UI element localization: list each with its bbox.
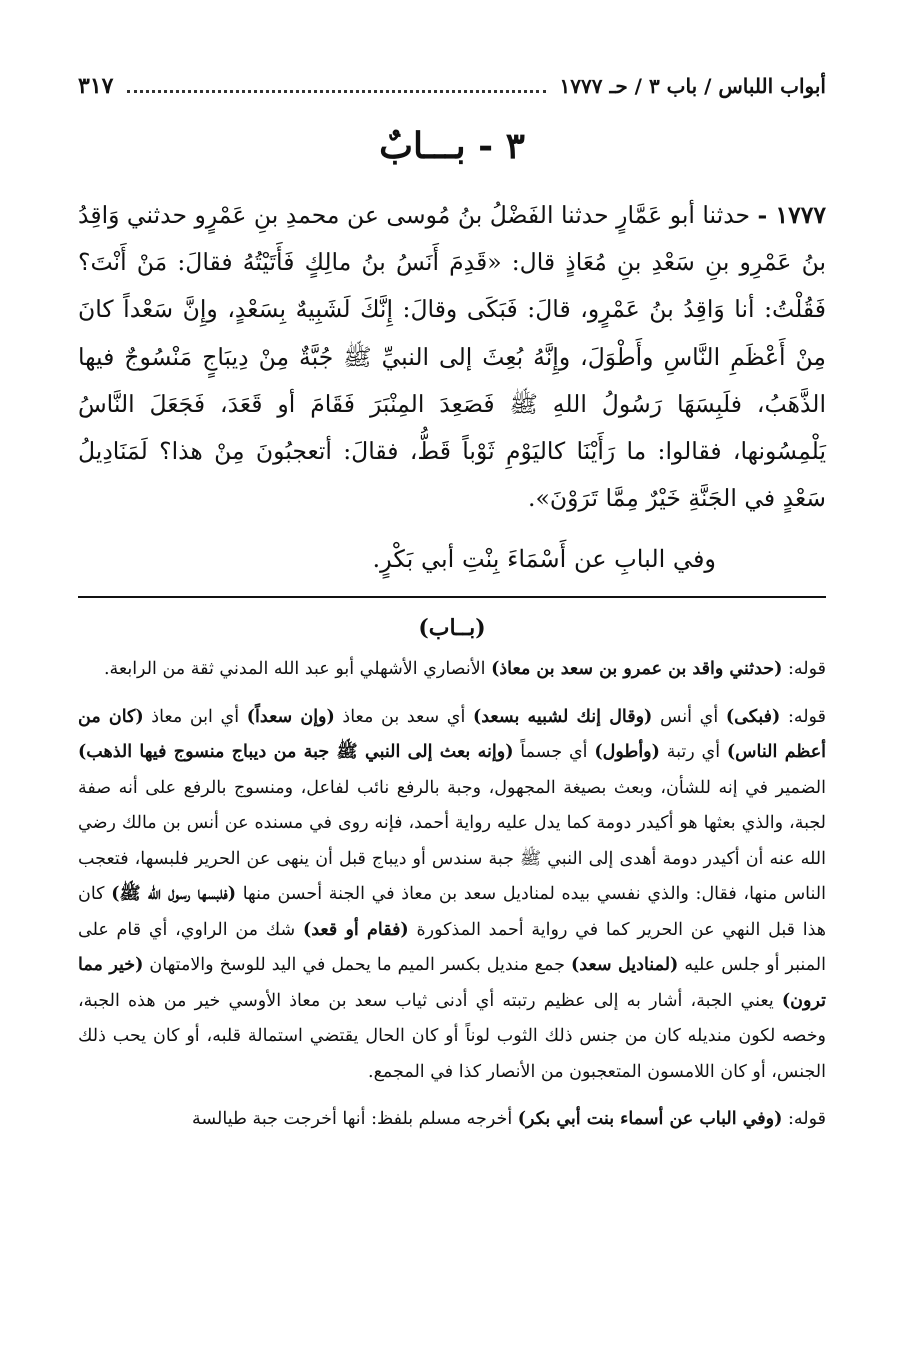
commentary-lead: قوله: (782, 659, 826, 679)
commentary-text: جمع منديل بكسر الميم ما يحمل في اليد للوسخ والامتهان (143, 955, 571, 975)
commentary-text: يعني الجبة، أشار به إلى عظيم رتبته أي أدنى ثياب سعد بن معاذ الأوسي خير من هذه الجبة، وخصه لكون منديله كان من جنس ذلك الثوب لوناً أو كان الحال يقتضي استمالة قلبه، أو كان يحب ذلك الجنس، أو كان اللامسون المتعجبون من الأنصار كذا في المجمع. (78, 990, 826, 1082)
hadith-text: حدثنا أبو عَمَّارٍ حدثنا الفَضْلُ بنُ مُوسى عن محمدِ بنِ عَمْرٍو حدثني وَاقِدُ بنُ عَمْرِو بنِ سَعْدِ بنِ مُعَاذٍ قال: «قَدِمَ أَنَسُ بنُ مالِكٍ فَأَتَيْتُهُ فقالَ: مَنْ أَنْتَ؟ فَقُلْتُ: أنا وَاقِدُ بنُ عَمْرٍو، قالَ: فَبَكَى وقالَ: إِنَّكَ لَشَبِيهٌ بِسَعْدٍ، وإِنَّ سَعْداً كانَ مِنْ أَعْظَمِ النَّاسِ وأَطْوَلَ، وإِنَّهُ بُعِثَ إلى النبيِّ ﷺ جُبَّةٌ مِنْ دِيبَاجٍ مَنْسُوجٌ فيها الذَّهَبُ، فلَبِسَهَا رَسُولُ اللهِ ﷺ فَصَعِدَ المِنْبَرَ فَقَامَ أو قَعَدَ، فَجَعَلَ النَّاسُ يَلْمِسُونها، فقالوا: ما رَأَيْنَا كاليَوْمِ ثَوْباً قَطُّ، فقالَ: أتعجبُونَ مِنْ هذا؟ لَمَنَادِيلُ سَعْدٍ في الجَنَّةِ خَيْرٌ مِمَّا تَرَوْنَ». (78, 201, 826, 513)
footnote-separator (78, 596, 826, 598)
running-title: أبواب اللباس / باب ٣ / حـ ١٧٧٧ (559, 74, 826, 98)
quoted-phrase: (وإن سعداً) (246, 706, 335, 727)
quoted-phrase: (وأطول) (594, 742, 660, 762)
commentary-block (78, 652, 826, 1150)
commentary-text: الضمير في إنه للشأن، وبعث بصيغة المجهول، وجبة بالرفع نائب لفاعل، ومنسوج بالرفع على أنه صفة لجبة، والذي بعثها هو أكيدر دومة كما يدل عليه رواية أحمد، فإنه روى في مسنده عن أنس بن مالك رضي الله عنه أن أكيدر دومة أهدى إلى النبي ﷺ جبة سندس أو ديباج قبل أن ينهى عن الحرير فلبسها، فتعجب الناس منها، فقال: والذي نفسي بيده لمناديل سعد بن معاذ في الجنة أحسن منها (78, 777, 826, 904)
quoted-phrase: (وإنه بعث إلى النبي ﷺ جبة من ديباج منسوج فيها الذهب) (78, 742, 514, 762)
commentary-title: (بــاب) (418, 615, 486, 641)
commentary-lead: قوله: (780, 706, 826, 727)
commentary-text: أي أنس (652, 706, 726, 727)
hadith-number: ١٧٧٧ - (757, 201, 826, 229)
quoted-phrase: (حدثني واقد بن عمرو بن سعد بن معاذ) (491, 659, 783, 679)
running-header (78, 66, 826, 106)
commentary-paragraph (78, 652, 826, 688)
commentary-text: شك من الراوي، أي قام على المنبر أو جلس عليه (78, 919, 827, 975)
commentary-paragraph (78, 1102, 826, 1138)
commentary-text: أخرجه مسلم بلفظ: أنها أخرجت جبة طيالسة (192, 1109, 518, 1129)
commentary-paragraph (78, 700, 826, 1091)
commentary-text: أي جسماً (513, 742, 595, 762)
quoted-phrase: (وقال إنك لشبيه بسعد) (472, 706, 653, 727)
fil-bab-note: وفي البابِ عن أَسْمَاءَ بِنْتِ أبي بَكْرٍ. (372, 545, 716, 573)
hadith-block (78, 192, 826, 522)
quoted-phrase: (كان من أعظم الناس) (78, 706, 827, 762)
hadith-text-paragraph (78, 192, 826, 522)
quoted-phrase: (فقام أو قعد) (302, 919, 409, 940)
quoted-phrase: (وفي الباب عن أسماء بنت أبي بكر) (517, 1109, 783, 1129)
page-number: ٣١٧ (78, 73, 114, 99)
book-page (78, 0, 826, 1358)
quoted-phrase: (خير مما ترون) (78, 955, 826, 1011)
commentary-text: أي ابن معاذ (143, 706, 247, 727)
commentary-lead: قوله: (782, 1109, 826, 1129)
quoted-phrase: (لمناديل سعد) (570, 955, 679, 975)
commentary-text: أي رتبة (659, 742, 727, 762)
quoted-phrase: (فبكى) (725, 706, 781, 727)
dotted-leader (127, 90, 545, 93)
commentary-text: أي سعد بن معاذ (334, 706, 473, 727)
commentary-text: كان هذا قبل النهي عن الحرير كما في رواية أحمد المذكورة (78, 884, 827, 940)
chapter-title: ٣ - بـــابٌ (379, 125, 525, 167)
commentary-text: الأنصاري الأشهلي أبو عبد الله المدني ثقة من الرابعة. (103, 659, 492, 679)
quoted-phrase: (فلبسها رسول الله ﷺ) (111, 884, 237, 904)
